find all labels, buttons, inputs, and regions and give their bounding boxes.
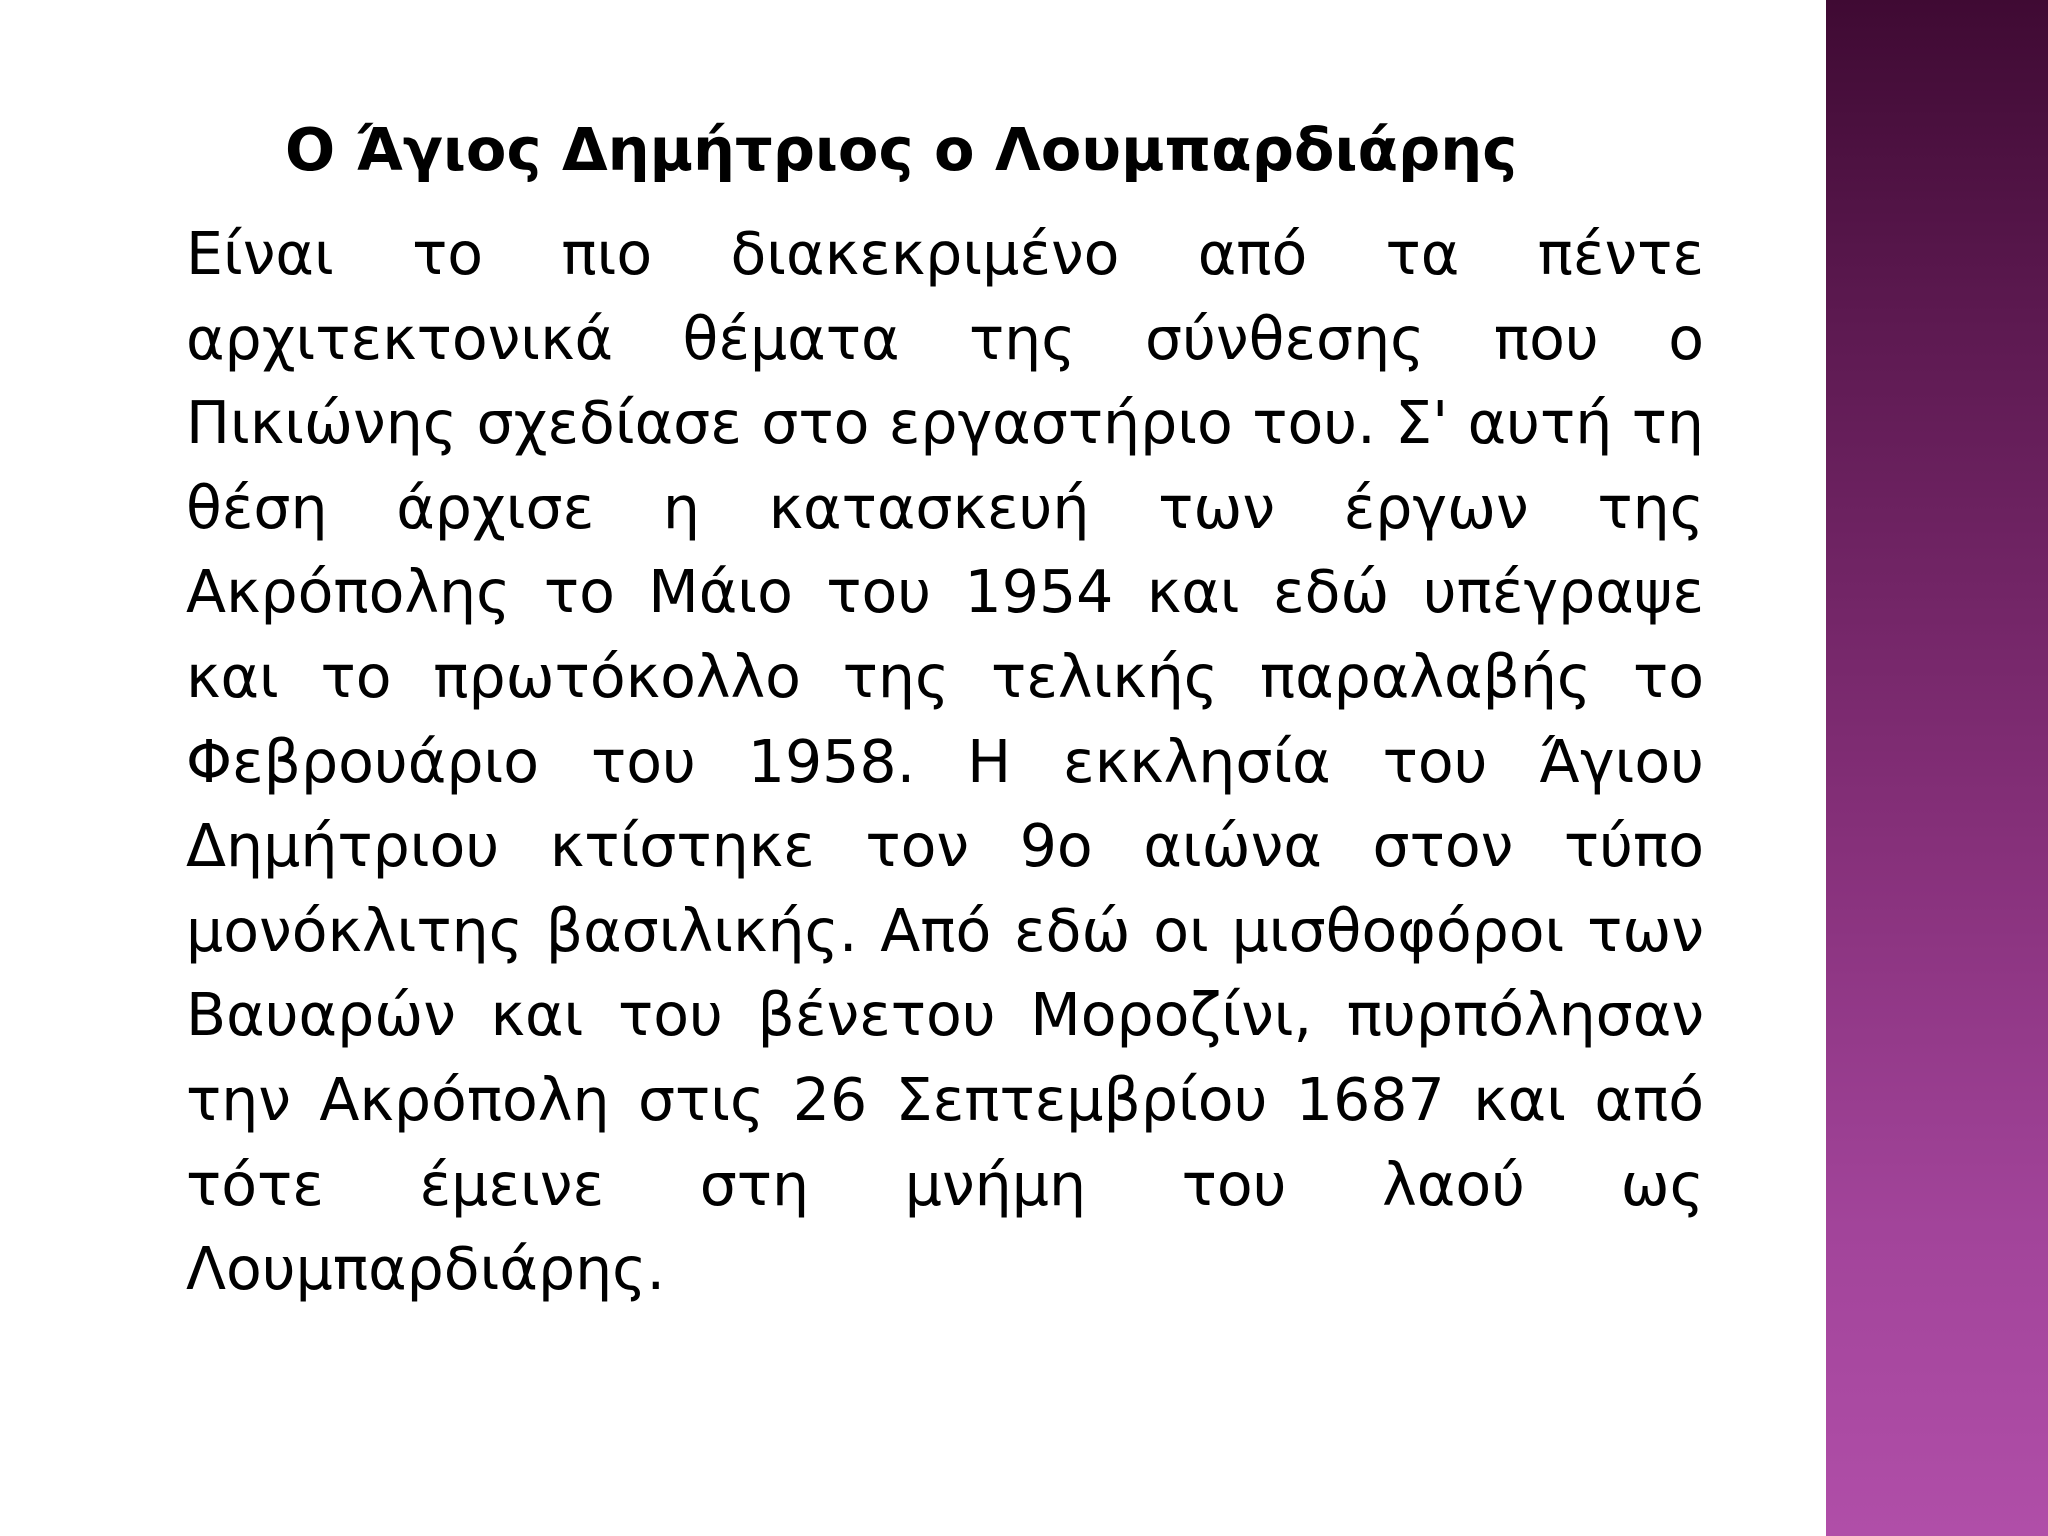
slide-title: Ο Άγιος Δημήτριος ο Λουμπαρδιάρης — [285, 115, 1518, 184]
slide-body-text: Είναι το πιο διακεκριμένο από τα πέντε αρχιτεκτονικά θέματα της σύνθεσης που ο Πικιώνης σχεδίασε στο εργαστήριο του. Σ' αυτή τη θέση άρχισε η κατασκευή των έργων της Ακρόπολης το Μάιο του 1954 και εδώ υπέγραψε και το πρωτόκολλο της τελικής παραλαβής το Φεβρουάριο του 1958. Η εκκλησία του Άγιου Δημήτριου κτίστηκε τον 9ο αιώνα στον τύπο μονόκλιτης βασιλικής. Από εδώ οι μισθοφόροι των Βαυαρών και του βένετου Μοροζίνι, πυρπόλησαν την Ακρόπολη στις 26 Σεπτεμβρίου 1687 και από τότε έμεινε στη μνήμη του λαού ως Λουμπαρδιάρης. — [186, 220, 1704, 1304]
decorative-side-bar — [1826, 0, 2048, 1536]
